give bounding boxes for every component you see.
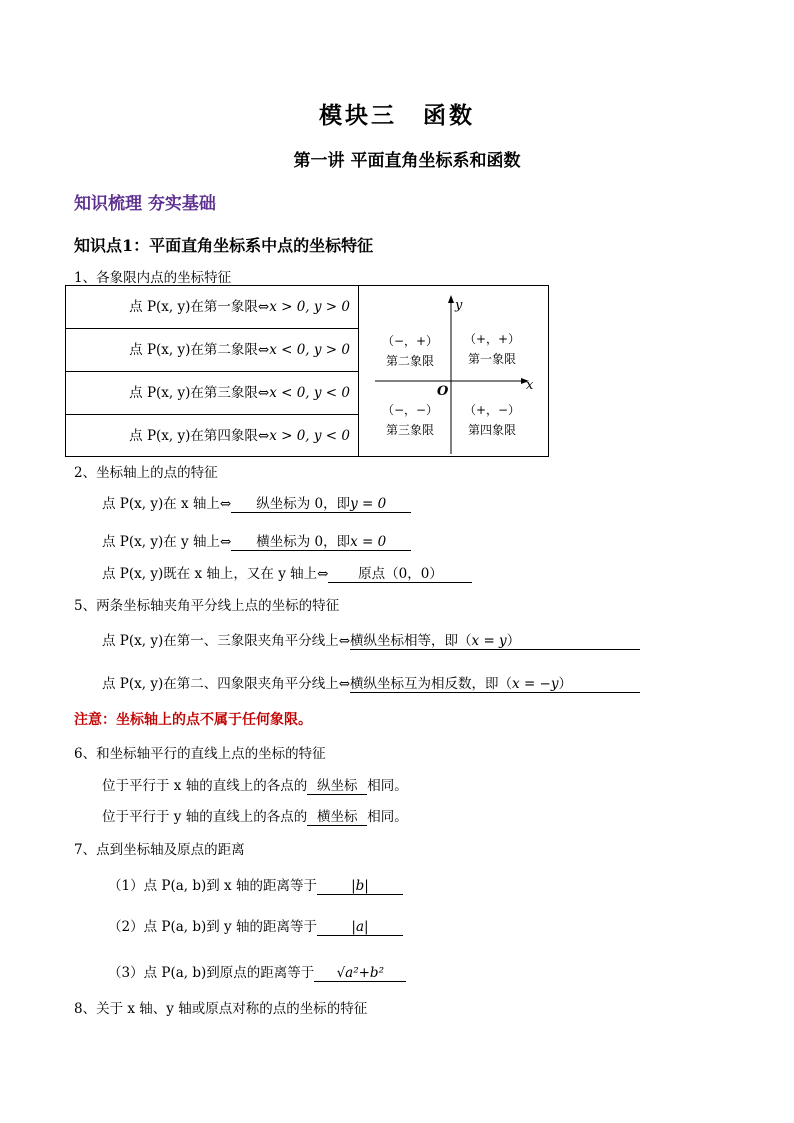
item6-line-answer: 纵坐标: [307, 774, 367, 795]
note-warning: 注意：坐标轴上的点不属于任何象限。: [74, 712, 312, 728]
item5-line-2: [102, 672, 640, 693]
quadrant-4-box: [454, 400, 530, 440]
answer-text: 横纵坐标互为相反数，即（: [350, 676, 513, 692]
item6-line-suffix: 相同。: [367, 809, 408, 825]
quadrant-row-label: 点 P(x, y)在第三象限⇔: [129, 385, 270, 401]
answer-suffix: ）: [506, 633, 521, 649]
quadrant-row-condition: x > 0, y > 0: [269, 299, 350, 315]
item7-line-prefix: （3）点 P(a, b)到原点的距离等于: [108, 965, 315, 981]
item7-line-answer: √a²+b²: [314, 965, 406, 982]
answer-text: 横坐标为 0，即: [256, 534, 351, 550]
item7-line-prefix: （1）点 P(a, b)到 x 轴的距离等于: [108, 878, 317, 894]
module-title: 模块三 函数: [319, 102, 475, 129]
y-axis-arrow-icon: [448, 295, 454, 303]
x-axis-label: x: [526, 378, 534, 393]
item2-line-answer: [231, 492, 411, 513]
quadrant-1-box: [454, 329, 530, 369]
quadrant-3-box: [372, 400, 448, 440]
quadrant-row-2: [66, 329, 358, 372]
item6-line-suffix: 相同。: [367, 778, 408, 794]
item6-heading: 6、和坐标轴平行的直线上点的坐标的特征: [74, 746, 326, 762]
y-axis-label: y: [455, 298, 463, 313]
quadrant-1-name: 第一象限: [467, 352, 516, 366]
quadrant-3-sign: （−，−）: [381, 403, 439, 417]
answer-formula: x = y: [471, 633, 507, 649]
item2-line-answer: 原点（0，0）: [328, 562, 472, 583]
item6-line-prefix: 位于平行于 y 轴的直线上的各点的: [102, 809, 308, 825]
origin-label: O: [437, 384, 449, 399]
item6-line-1: [102, 774, 408, 795]
answer-formula: x = −y: [512, 676, 559, 692]
quadrant-row-label: 点 P(x, y)在第一象限⇔: [129, 299, 270, 315]
item5-line-answer: [350, 629, 640, 650]
quadrant-4-name: 第四象限: [467, 423, 516, 437]
item5-line-prefix: 点 P(x, y)在第一、三象限夹角平分线上⇔: [102, 633, 351, 649]
quadrant-2-sign: （−，+）: [381, 334, 439, 348]
item7-line-prefix: （2）点 P(a, b)到 y 轴的距离等于: [108, 919, 317, 935]
answer-formula: y = 0: [350, 496, 387, 512]
quadrant-row-3: [66, 372, 358, 415]
item2-line-2: [102, 530, 411, 551]
quadrant-row-condition: x < 0, y > 0: [269, 342, 350, 358]
item2-line-1: [102, 492, 411, 513]
section-title: 知识梳理 夯实基础: [74, 194, 216, 214]
item7-line-answer: |b|: [317, 878, 403, 895]
item7-line-answer: |a|: [317, 919, 403, 936]
lecture-title: 第一讲 平面直角坐标系和函数: [293, 151, 521, 171]
item5-line-answer: [350, 672, 640, 693]
quadrant-2-box: [372, 331, 448, 371]
item5-line-prefix: 点 P(x, y)在第二、四象限夹角平分线上⇔: [102, 676, 351, 692]
item8-heading: 8、关于 x 轴、y 轴或原点对称的点的坐标的特征: [74, 1001, 368, 1017]
item7-line-2: [108, 915, 403, 936]
item1-heading: 1、各象限内点的坐标特征: [74, 270, 232, 286]
quadrant-row-condition: x < 0, y < 0: [269, 385, 350, 401]
item2-heading: 2、坐标轴上的点的特征: [74, 465, 218, 481]
item5-heading: 5、两条坐标轴夹角平分线上点的坐标的特征: [74, 598, 340, 614]
answer-suffix: ）: [558, 676, 572, 692]
quadrant-row-label: 点 P(x, y)在第四象限⇔: [129, 428, 270, 444]
item6-line-prefix: 位于平行于 x 轴的直线上的各点的: [102, 778, 308, 794]
knowledge-point-title: 知识点1：平面直角坐标系中点的坐标特征: [74, 236, 374, 255]
item2-line-prefix: 点 P(x, y)在 y 轴上⇔: [102, 534, 232, 550]
quadrant-row-4: [66, 415, 358, 458]
quadrant-4-sign: （+，−）: [463, 403, 521, 417]
item7-line-1: [108, 874, 403, 895]
item6-line-answer: 横坐标: [307, 805, 367, 826]
item5-line-1: [102, 629, 640, 650]
answer-text: 纵坐标为 0，即: [256, 496, 351, 512]
item2-line-prefix: 点 P(x, y)在 x 轴上⇔: [102, 496, 232, 512]
quadrant-row-condition: x > 0, y < 0: [269, 428, 350, 444]
item2-line-prefix: 点 P(x, y)既在 x 轴上，又在 y 轴上⇔: [102, 566, 329, 582]
answer-text: 横纵坐标相等，即（: [350, 633, 472, 649]
item2-line-3: [102, 562, 472, 583]
item7-line-3: [108, 961, 406, 982]
quadrant-row-label: 点 P(x, y)在第二象限⇔: [129, 342, 270, 358]
quadrant-2-name: 第二象限: [385, 354, 434, 368]
answer-formula: x = 0: [350, 534, 387, 550]
quadrant-table: [65, 285, 549, 457]
item2-line-answer: [231, 530, 411, 551]
item7-heading: 7、点到坐标轴及原点的距离: [74, 842, 245, 858]
quadrant-1-sign: （+，+）: [463, 332, 521, 346]
item6-line-2: [102, 805, 408, 826]
quadrant-3-name: 第三象限: [385, 423, 434, 437]
quadrant-row-1: [66, 286, 358, 329]
